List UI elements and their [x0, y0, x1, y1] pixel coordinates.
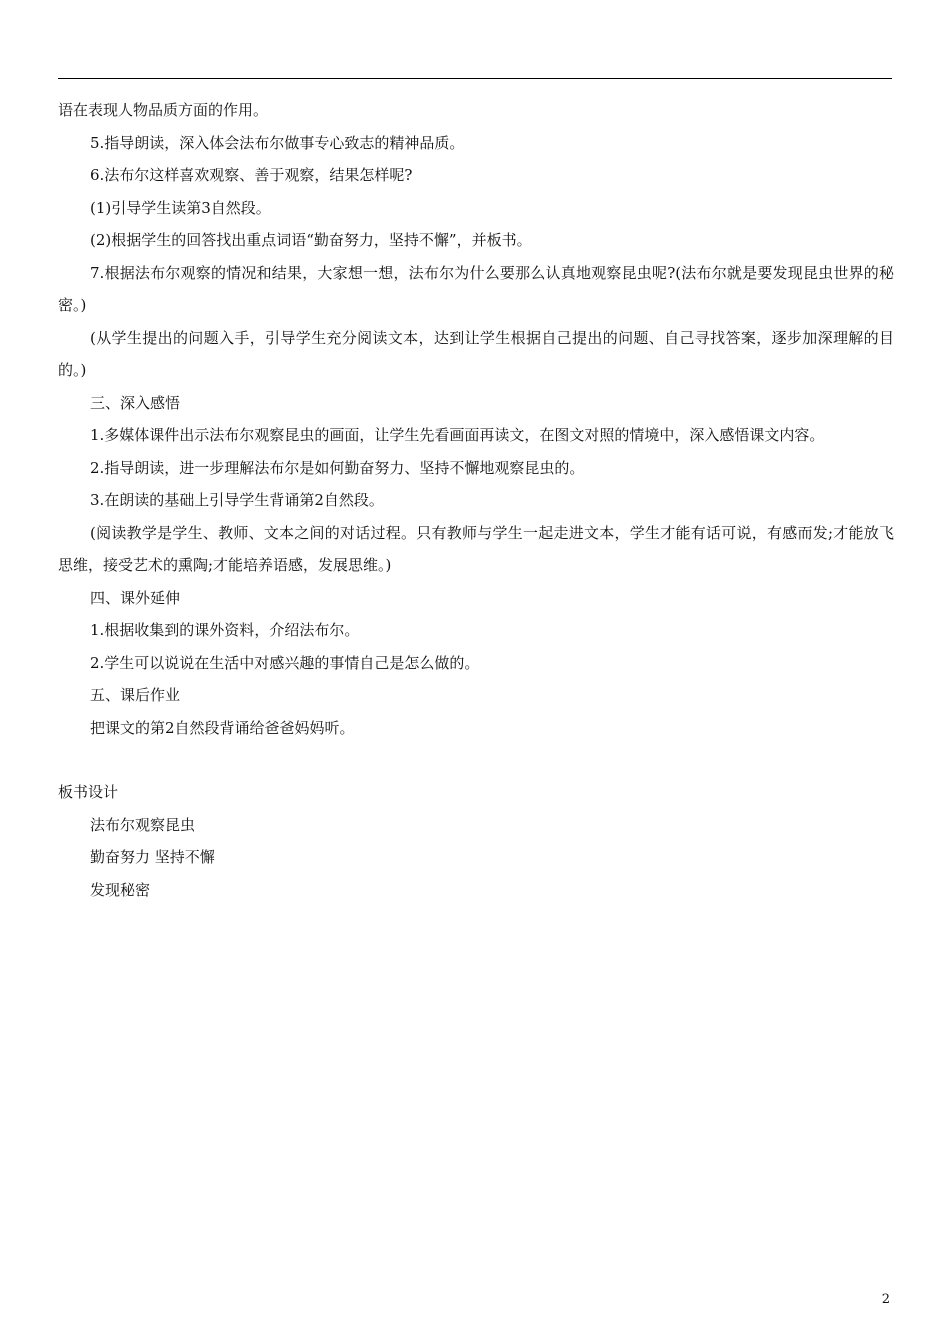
paragraph-step-6: 6.法布尔这样喜欢观察、善于观察，结果怎样呢? [90, 166, 413, 184]
board-line-1: 法布尔观察昆虫 [90, 815, 196, 834]
paragraph-section4-1: 1.根据收集到的课外资料，介绍法布尔。 [90, 621, 360, 639]
section-heading-5: 五、课后作业 [90, 686, 181, 704]
board-line-2: 勤奋努力 坚持不懈 [90, 848, 215, 866]
paragraph-step-5: 5.指导朗读，深入体会法布尔做事专心致志的精神品质。 [90, 133, 465, 152]
paragraph-section4-2: 2.学生可以说说在生活中对感兴趣的事情自己是怎么做的。 [90, 653, 480, 672]
paragraph-section3-2: 2.指导朗读，进一步理解法布尔是如何勤奋努力、坚持不懈地观察昆虫的。 [90, 458, 585, 477]
header-rule [58, 78, 892, 79]
paragraph-section3-3: 3.在朗读的基础上引导学生背诵第2自然段。 [90, 491, 384, 509]
paragraph-step-6-1: (1)引导学生读第3自然段。 [90, 198, 271, 217]
document-body [58, 94, 894, 906]
paragraph-commentary-1: (从学生提出的问题入手，引导学生充分阅读文本，达到让学生根据自己提出的问题、自己寻找答案，逐步加深理解的目的。) [58, 328, 894, 379]
board-design-heading: 板书设计 [58, 783, 119, 801]
paragraph-homework: 把课文的第2自然段背诵给爸爸妈妈听。 [90, 718, 355, 737]
section-heading-4: 四、课外延伸 [90, 588, 181, 607]
paragraph-continuation: 语在表现人物品质方面的作用。 [58, 101, 269, 119]
paragraph-step-7: 7.根据法布尔观察的情况和结果，大家想一想，法布尔为什么要那么认真地观察昆虫呢?(法布尔就是要发现昆虫世界的秘密。) [58, 263, 894, 314]
board-line-3: 发现秘密 [90, 880, 151, 899]
section-heading-3: 三、深入感悟 [90, 393, 181, 412]
paragraph-section3-1: 1.多媒体课件出示法布尔观察昆虫的画面，让学生先看画面再读文，在图文对照的情境中，深入感悟课文内容。 [90, 426, 825, 444]
page-number: 2 [881, 1292, 890, 1307]
paragraph-commentary-2: (阅读教学是学生、教师、文本之间的对话过程。只有教师与学生一起走进文本，学生才能有话可说，有感而发;才能放飞思维，接受艺术的熏陶;才能培养语感，发展思维。) [58, 523, 894, 574]
spacer [58, 744, 894, 776]
paragraph-step-6-2: (2)根据学生的回答找出重点词语“勤奋努力，坚持不懈”，并板书。 [90, 231, 532, 249]
